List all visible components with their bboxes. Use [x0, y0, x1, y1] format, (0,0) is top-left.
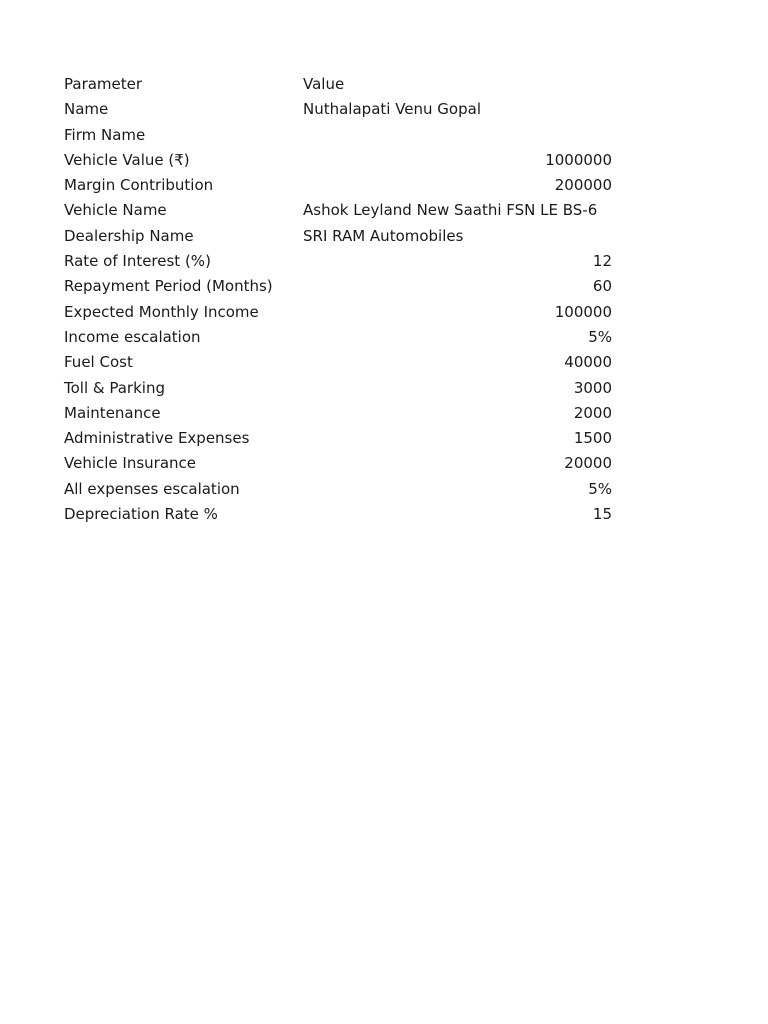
table-row	[64, 274, 612, 299]
table-row	[64, 224, 612, 249]
row-parameter: Repayment Period (Months)	[64, 277, 273, 296]
column-header-value: Value	[303, 75, 345, 93]
row-parameter: Vehicle Value (₹)	[64, 150, 190, 169]
row-parameter: Administrative Expenses	[64, 429, 250, 448]
row-value: 5%	[588, 327, 612, 346]
row-value: 60	[592, 277, 612, 296]
row-value: Ashok Leyland New Saathi FSN LE BS-6	[303, 201, 598, 220]
table-row	[64, 173, 612, 198]
table-row	[64, 325, 612, 350]
table-body	[64, 97, 612, 527]
row-parameter: Expected Monthly Income	[64, 302, 259, 321]
table-row	[64, 451, 612, 476]
row-value: 1000000	[545, 150, 612, 169]
row-parameter: Fuel Cost	[64, 353, 133, 372]
row-parameter: Firm Name	[64, 125, 146, 144]
row-parameter: Rate of Interest (%)	[64, 252, 211, 271]
row-value: 1500	[573, 429, 612, 448]
table-row	[64, 123, 612, 148]
row-value: 15	[592, 505, 612, 524]
row-value: 200000	[554, 176, 612, 195]
table-row	[64, 477, 612, 502]
row-parameter: Name	[64, 100, 109, 119]
table-row	[64, 97, 612, 122]
column-header-parameter: Parameter	[64, 75, 143, 93]
row-value: 40000	[564, 353, 612, 372]
row-value: 2000	[573, 403, 612, 422]
table-row	[64, 401, 612, 426]
table-row	[64, 198, 612, 223]
row-parameter: Vehicle Name	[64, 201, 167, 220]
row-value: 5%	[588, 479, 612, 498]
table-row	[64, 426, 612, 451]
row-parameter: Toll & Parking	[64, 378, 165, 397]
row-parameter: Vehicle Insurance	[64, 454, 197, 473]
row-value: 20000	[564, 454, 612, 473]
row-parameter: All expenses escalation	[64, 479, 240, 498]
row-value: 3000	[573, 378, 612, 397]
row-parameter: Dealership Name	[64, 226, 194, 245]
table-row	[64, 300, 612, 325]
row-value: SRI RAM Automobiles	[303, 226, 464, 245]
row-parameter: Margin Contribution	[64, 176, 214, 195]
parameter-table	[64, 72, 612, 527]
row-parameter: Maintenance	[64, 403, 161, 422]
table-header-row	[64, 72, 612, 97]
row-value: 12	[592, 252, 612, 271]
row-value: Nuthalapati Venu Gopal	[303, 100, 481, 119]
row-value: 100000	[554, 302, 612, 321]
row-parameter: Depreciation Rate %	[64, 505, 218, 524]
table-row	[64, 148, 612, 173]
table-row	[64, 350, 612, 375]
table-row	[64, 502, 612, 527]
row-value	[303, 123, 612, 148]
row-parameter: Income escalation	[64, 327, 201, 346]
table-row	[64, 249, 612, 274]
table-row	[64, 376, 612, 401]
